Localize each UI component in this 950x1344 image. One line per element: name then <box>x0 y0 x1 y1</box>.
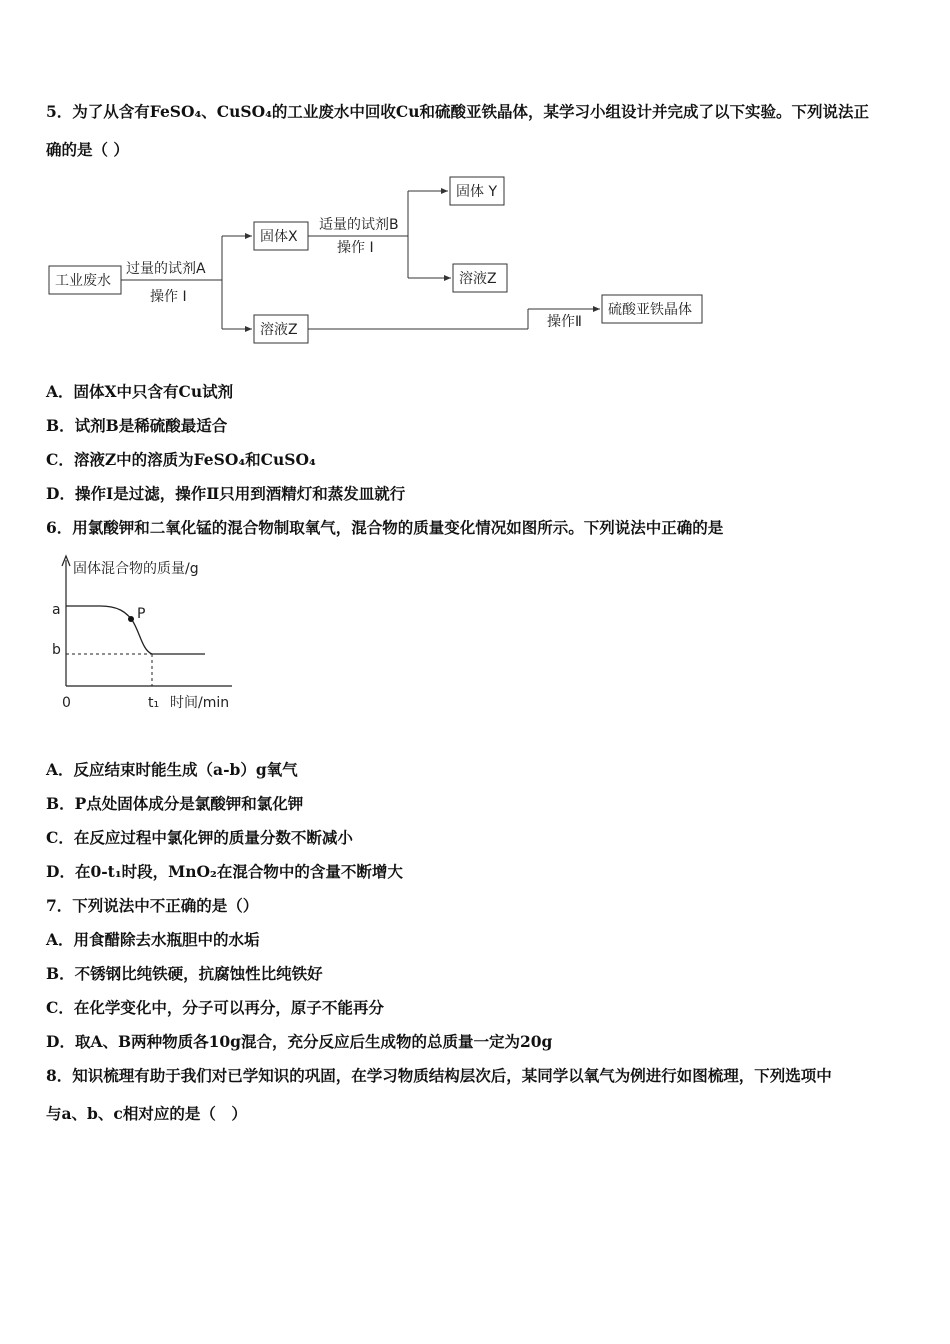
flow-label-op2: 操作Ⅱ <box>547 314 582 330</box>
graph-y-label: 固体混合物的质量/g <box>73 561 199 577</box>
q7-option-b: B．不锈钢比纯铁硬，抗腐蚀性比纯铁好 <box>46 964 323 983</box>
graph-t1-label: t₁ <box>148 695 160 711</box>
q7-option-c: C．在化学变化中，分子可以再分，原子不能再分 <box>46 998 384 1017</box>
flow-label-wastewater: 工业废水 <box>55 273 111 289</box>
q5-stem-line1: 5．为了从含有FeSO₄、CuSO₄的工业废水中回收Cu和硫酸亚铁晶体，某学习小组设计并完成了以下实验。下列说法正 <box>46 102 869 121</box>
q7-stem: 7．下列说法中不正确的是（） <box>46 896 259 915</box>
q6-stem: 6．用氯酸钾和二氧化锰的混合物制取氧气，混合物的质量变化情况如图所示。下列说法中正确的是 <box>46 518 724 537</box>
q6-option-c: C．在反应过程中氯化钾的质量分数不断减小 <box>46 828 353 847</box>
flow-label-op1-b: 操作 I <box>337 240 374 256</box>
flow-label-op1-a: 操作 I <box>150 289 187 305</box>
graph-x-label: 时间/min <box>170 695 230 711</box>
q6-option-b: B．P点处固体成分是氯酸钾和氯化钾 <box>46 794 304 813</box>
q5-option-b: B．试剂B是稀硫酸最适合 <box>46 416 228 435</box>
flow-label-solution-z-left: 溶液Z <box>260 322 298 338</box>
q8-stem-line2: 与a、b、c相对应的是（ ） <box>46 1104 247 1123</box>
flow-label-product: 硫酸亚铁晶体 <box>608 302 692 318</box>
graph-a-label: a <box>52 602 61 618</box>
flow-label-solid-y: 固体 Y <box>456 184 498 200</box>
q8-stem-line1: 8．知识梳理有助于我们对已学知识的巩固，在学习物质结构层次后，某同学以氧气为例进行如图梳理，下列选项中 <box>46 1066 832 1085</box>
q5-option-d: D．操作I是过滤，操作Ⅱ只用到酒精灯和蒸发皿就行 <box>46 484 406 503</box>
flow-label-solution-z-right: 溶液Z <box>459 271 497 287</box>
q7-option-a: A．用食醋除去水瓶胆中的水垢 <box>46 930 260 949</box>
graph-origin-label: 0 <box>62 695 71 711</box>
q7-option-d: D．取A、B两种物质各10g混合，充分反应后生成物的总质量一定为20g <box>46 1032 553 1051</box>
q6-option-d: D．在0-t₁时段，MnO₂在混合物中的含量不断增大 <box>46 862 403 881</box>
q6-option-a: A．反应结束时能生成（a-b）g氧气 <box>46 760 298 779</box>
q5-option-a: A．固体X中只含有Cu试剂 <box>46 382 234 401</box>
graph-point-p-label: P <box>137 606 146 622</box>
flow-label-reagent-b: 适量的试剂B <box>319 217 399 233</box>
q5-stem-line2: 确的是（ ） <box>46 140 129 159</box>
graph-b-label: b <box>52 642 61 658</box>
flow-label-solid-x: 固体X <box>260 229 298 245</box>
q5-option-c: C．溶液Z中的溶质为FeSO₄和CuSO₄ <box>46 450 316 469</box>
flow-label-reagent-a: 过量的试剂A <box>126 261 206 277</box>
